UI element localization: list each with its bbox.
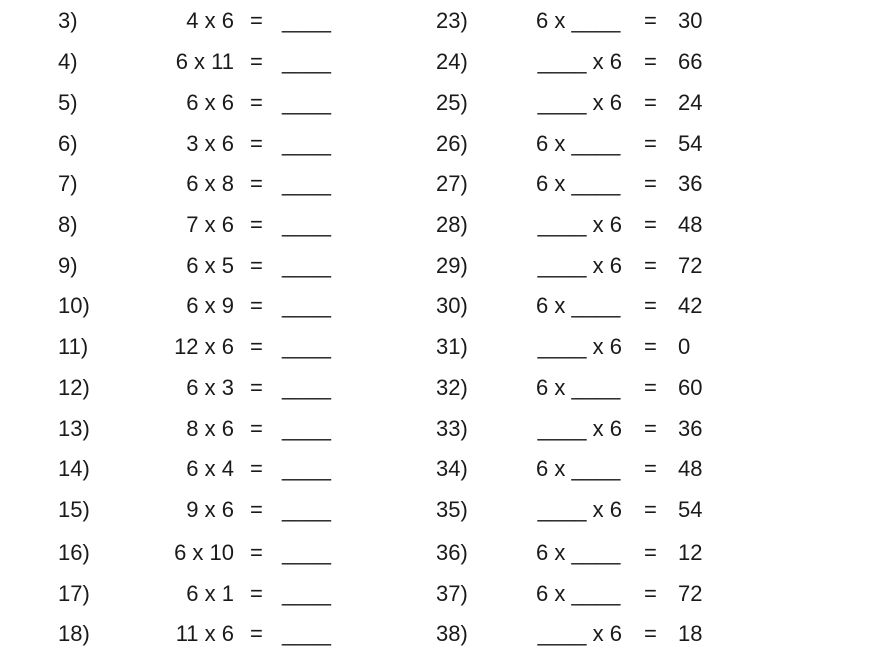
missing-factor-expression: 6 x ____	[536, 540, 621, 565]
problem-number: 16)	[58, 540, 90, 565]
equals-sign: =	[250, 540, 263, 565]
equals-sign: =	[250, 456, 263, 481]
problem-number: 6)	[58, 131, 78, 156]
problem-number: 13)	[58, 416, 90, 441]
problem-number: 29)	[436, 253, 468, 278]
problem-expression: 8 x 6	[186, 416, 234, 441]
equals-sign: =	[250, 90, 263, 115]
missing-factor-expression: 6 x ____	[536, 8, 621, 33]
problem-number: 14)	[58, 456, 90, 481]
equals-sign: =	[250, 334, 263, 359]
answer-blank: ____	[282, 171, 331, 196]
equals-sign: =	[644, 49, 657, 74]
problem-number: 35)	[436, 497, 468, 522]
answer-blank: ____	[282, 416, 331, 441]
missing-factor-expression: ____ x 6	[537, 90, 622, 115]
answer-blank: ____	[282, 8, 331, 33]
problem-number: 24)	[436, 49, 468, 74]
product-value: 12	[678, 540, 703, 565]
product-value: 48	[678, 456, 703, 481]
answer-blank: ____	[282, 212, 331, 237]
problem-number: 10)	[58, 293, 90, 318]
equals-sign: =	[644, 456, 657, 481]
equals-sign: =	[250, 49, 263, 74]
problem-row	[0, 371, 880, 405]
problem-number: 11)	[58, 334, 89, 359]
problem-number: 18)	[58, 621, 90, 646]
product-value: 36	[678, 171, 703, 196]
equals-sign: =	[644, 581, 657, 606]
answer-blank: ____	[282, 540, 331, 565]
equals-sign: =	[644, 540, 657, 565]
problem-number: 34)	[436, 456, 468, 481]
product-value: 72	[678, 581, 703, 606]
problem-expression: 7 x 6	[186, 212, 234, 237]
equals-sign: =	[250, 253, 263, 278]
problem-row	[0, 4, 880, 38]
product-value: 30	[678, 8, 703, 33]
answer-blank: ____	[282, 293, 331, 318]
problem-number: 31)	[436, 334, 468, 359]
product-value: 60	[678, 375, 703, 400]
product-value: 48	[678, 212, 703, 237]
problem-number: 32)	[436, 375, 468, 400]
product-value: 0	[678, 334, 691, 359]
problem-expression: 11 x 6	[175, 621, 234, 646]
problem-expression: 9 x 6	[186, 497, 234, 522]
missing-factor-expression: 6 x ____	[536, 375, 621, 400]
equals-sign: =	[644, 334, 657, 359]
missing-factor-expression: 6 x ____	[536, 171, 621, 196]
problem-number: 33)	[436, 416, 468, 441]
product-value: 54	[678, 497, 703, 522]
equals-sign: =	[644, 621, 657, 646]
problem-expression: 4 x 6	[186, 8, 234, 33]
problem-number: 38)	[436, 621, 468, 646]
problem-expression: 6 x 8	[186, 171, 234, 196]
problem-number: 36)	[436, 540, 468, 565]
problem-row	[0, 45, 880, 79]
missing-factor-expression: 6 x ____	[536, 581, 621, 606]
problem-row	[0, 86, 880, 120]
missing-factor-expression: ____ x 6	[537, 212, 622, 237]
equals-sign: =	[644, 171, 657, 196]
problem-number: 27)	[436, 171, 468, 196]
answer-blank: ____	[282, 49, 331, 74]
problem-expression: 3 x 6	[186, 131, 234, 156]
missing-factor-expression: ____ x 6	[537, 621, 622, 646]
equals-sign: =	[644, 8, 657, 33]
missing-factor-expression: ____ x 6	[537, 334, 622, 359]
missing-factor-expression: ____ x 6	[537, 253, 622, 278]
equals-sign: =	[644, 90, 657, 115]
problem-number: 8)	[58, 212, 78, 237]
problem-expression: 6 x 6	[186, 90, 234, 115]
equals-sign: =	[250, 581, 263, 606]
answer-blank: ____	[282, 131, 331, 156]
problem-number: 28)	[436, 212, 468, 237]
missing-factor-expression: 6 x ____	[536, 293, 621, 318]
equals-sign: =	[250, 8, 263, 33]
equals-sign: =	[250, 416, 263, 441]
equals-sign: =	[644, 212, 657, 237]
answer-blank: ____	[282, 334, 331, 359]
problem-number: 12)	[58, 375, 90, 400]
problem-row	[0, 452, 880, 486]
problem-number: 37)	[436, 581, 468, 606]
problem-expression: 6 x 5	[186, 253, 234, 278]
equals-sign: =	[250, 212, 263, 237]
equals-sign: =	[250, 497, 263, 522]
problem-number: 9)	[58, 253, 78, 278]
equals-sign: =	[644, 375, 657, 400]
answer-blank: ____	[282, 253, 331, 278]
problem-expression: 6 x 1	[186, 581, 234, 606]
problem-row	[0, 617, 880, 651]
missing-factor-expression: ____ x 6	[537, 416, 622, 441]
problem-expression: 12 x 6	[174, 334, 234, 359]
problem-number: 5)	[58, 90, 78, 115]
missing-factor-expression: 6 x ____	[536, 456, 621, 481]
equals-sign: =	[250, 375, 263, 400]
problem-number: 3)	[58, 8, 78, 33]
equals-sign: =	[644, 131, 657, 156]
product-value: 54	[678, 131, 703, 156]
problem-row	[0, 289, 880, 323]
missing-factor-expression: ____ x 6	[537, 497, 622, 522]
problem-number: 15)	[58, 497, 90, 522]
problem-expression: 6 x 11	[175, 49, 234, 74]
equals-sign: =	[644, 293, 657, 318]
answer-blank: ____	[282, 497, 331, 522]
problem-number: 25)	[436, 90, 468, 115]
answer-blank: ____	[282, 456, 331, 481]
problem-expression: 6 x 3	[186, 375, 234, 400]
problem-number: 7)	[58, 171, 78, 196]
problem-row	[0, 493, 880, 527]
problem-expression: 6 x 9	[186, 293, 234, 318]
problem-number: 30)	[436, 293, 468, 318]
product-value: 66	[678, 49, 703, 74]
problem-row	[0, 536, 880, 570]
equals-sign: =	[644, 497, 657, 522]
equals-sign: =	[644, 253, 657, 278]
problem-row	[0, 330, 880, 364]
problem-expression: 6 x 10	[174, 540, 234, 565]
answer-blank: ____	[282, 581, 331, 606]
problem-number: 4)	[58, 49, 78, 74]
product-value: 72	[678, 253, 703, 278]
problem-expression: 6 x 4	[186, 456, 234, 481]
problem-row	[0, 249, 880, 283]
equals-sign: =	[250, 171, 263, 196]
problem-number: 26)	[436, 131, 468, 156]
problem-row	[0, 127, 880, 161]
product-value: 18	[678, 621, 703, 646]
problem-number: 23)	[436, 8, 468, 33]
equals-sign: =	[644, 416, 657, 441]
equals-sign: =	[250, 293, 263, 318]
equals-sign: =	[250, 131, 263, 156]
answer-blank: ____	[282, 375, 331, 400]
problem-number: 17)	[58, 581, 90, 606]
missing-factor-expression: 6 x ____	[536, 131, 621, 156]
problem-row	[0, 577, 880, 611]
missing-factor-expression: ____ x 6	[537, 49, 622, 74]
product-value: 42	[678, 293, 703, 318]
product-value: 24	[678, 90, 703, 115]
answer-blank: ____	[282, 621, 331, 646]
problem-row	[0, 208, 880, 242]
product-value: 36	[678, 416, 703, 441]
problem-row	[0, 412, 880, 446]
problem-row	[0, 167, 880, 201]
equals-sign: =	[250, 621, 263, 646]
answer-blank: ____	[282, 90, 331, 115]
